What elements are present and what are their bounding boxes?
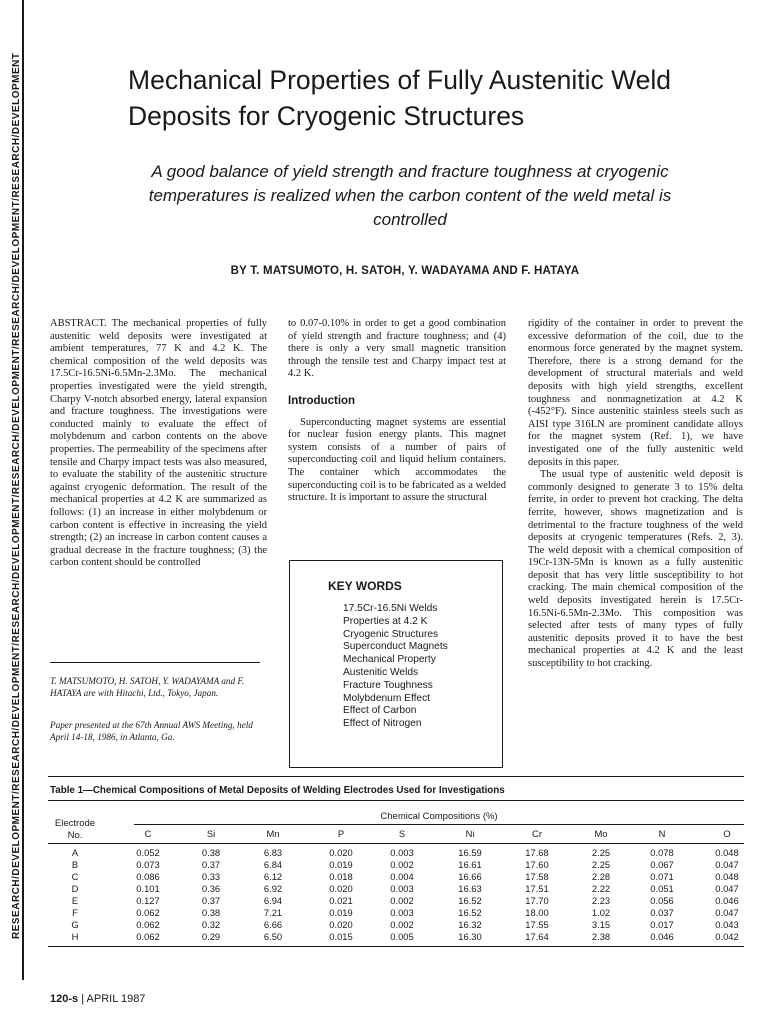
keyword-item: Molybdenum Effect <box>343 692 431 704</box>
table-cell: 6.83 <box>263 847 283 858</box>
section-heading-introduction: Introduction <box>288 394 356 407</box>
table-cell: 0.29 <box>201 931 221 942</box>
table-cell: 6.94 <box>263 895 283 906</box>
table-cell: 16.32 <box>458 919 482 930</box>
table-cell: 1.02 <box>591 907 611 918</box>
issue-date: APRIL 1987 <box>86 993 146 1005</box>
table-row <box>0 847 770 859</box>
article-title: Mechanical Properties of Fully Austenitic Weld Deposits for Cryogenic Structures <box>128 65 672 131</box>
table-cell: 0.047 <box>715 883 739 894</box>
table-cell: 0.32 <box>201 919 221 930</box>
column-header: O <box>723 828 731 839</box>
table-cell: 0.38 <box>201 847 221 858</box>
table-cell: 0.38 <box>201 907 221 918</box>
table-cell: 0.062 <box>136 907 160 918</box>
author-byline: BY T. MATSUMOTO, H. SATOH, Y. WADAYAMA AND F. HATAYA <box>230 265 580 277</box>
table-row <box>0 907 770 919</box>
column-header: P <box>337 828 345 839</box>
table-cell: 2.25 <box>591 847 611 858</box>
table-cell: 0.073 <box>136 859 160 870</box>
table-cell: 0.047 <box>715 859 739 870</box>
table-cell: 0.086 <box>136 871 160 882</box>
keyword-item: Mechanical Property <box>343 654 436 666</box>
table-cell: 0.047 <box>715 907 739 918</box>
table-cell: E <box>71 895 79 906</box>
table-cell: 0.046 <box>715 895 739 906</box>
table-cell: 0.067 <box>650 859 674 870</box>
table-cell: 2.28 <box>591 871 611 882</box>
page-footer: 120-s | APRIL 1987 <box>50 993 146 1005</box>
table-cell: 6.50 <box>263 931 283 942</box>
table-cell: 0.046 <box>650 931 674 942</box>
table-cell: 18.00 <box>525 907 549 918</box>
table-cell: 0.002 <box>390 919 414 930</box>
column-left <box>50 318 267 570</box>
table-top-rule <box>48 776 744 777</box>
table-cell: B <box>71 859 79 870</box>
author-affiliation-footnote: T. MATSUMOTO, H. SATOH, Y. WADAYAMA and F. HATAYA are with Hitachi, Ltd., Tokyo, Japan. <box>50 676 245 698</box>
table-cell: 0.017 <box>650 919 674 930</box>
intro-paragraph-1-continued: rigidity of the container in order to prevent the excessive deformation of the coil, due to the enormous force generated by the magnet system. Therefore, there is a strong demand for the development of structural materials and weld deposits with high yield strengths, excellent toughness and nonmagnetization at 4.2 K (-452°F). Since austenitic stainless steels such as AISI type 316LN are prominent candidate alloys for the magnet system (Ref. 1), we have investigated one of the fully austenitic weld deposits in this paper. <box>528 318 743 468</box>
table-cell: 6.92 <box>263 883 283 894</box>
table-rows-rule <box>48 843 744 844</box>
table-cell: F <box>72 907 78 918</box>
table-cell: 0.005 <box>390 931 414 942</box>
table-cell: 0.062 <box>136 931 160 942</box>
column-header: N <box>658 828 666 839</box>
table-cell: 0.020 <box>329 847 353 858</box>
table-cell: 0.021 <box>329 895 353 906</box>
table-cell: 0.003 <box>390 883 414 894</box>
table-cell: D <box>71 883 79 894</box>
table-cell: 0.37 <box>201 895 221 906</box>
table-cell: 0.003 <box>390 907 414 918</box>
footnote-divider <box>50 662 260 663</box>
table-row <box>0 883 770 895</box>
table-cell: 0.002 <box>390 859 414 870</box>
keyword-item: Effect of Carbon <box>343 705 417 717</box>
table-row <box>0 895 770 907</box>
table-cell: 0.043 <box>715 919 739 930</box>
intro-paragraph-2: The usual type of austenitic weld deposit is commonly designed to generate 3 to 15% delta ferrite, in order to prevent hot cracking. The delta ferrite, however, shows magnetization and is detrimental to the fracture toughness of the weld deposits at cryogenic temperatures (Refs. 2, 3). The weld deposit with a chemical composition of 19Cr-13N-5Mn is known as a fully austenitic deposit that has very little susceptibility to hot cracking. The main chemical composition of the weld deposits investigated herein is 17.5Cr-16.5Ni-6.5Mn-2.3Mo. This composition was selected after tests of many types of fully austenitic deposits proved it to have the best mechanical properties at 4.2 K and the least susceptibility to hot cracking. <box>528 469 743 670</box>
table-cell: 0.056 <box>650 895 674 906</box>
keywords-title: KEY WORDS <box>328 579 402 593</box>
table-cell: 7.21 <box>263 907 283 918</box>
table-cell: 0.062 <box>136 919 160 930</box>
table-cell: 16.61 <box>458 859 482 870</box>
table-cell: 16.52 <box>458 907 482 918</box>
sidebar-section-label: RESEARCH/DEVELOPMENT/RESEARCH/DEVELOPMENT/RESEARCH/DEVELOPMENT/RESEARCH/DEVELOPMENT/RESEARCH/DEVELOPMENT/RESEARCH/DEVELOPMENT <box>11 52 22 939</box>
table-cell: 17.64 <box>525 931 549 942</box>
presentation-footnote: Paper presented at the 67th Annual AWS Meeting, held April 14-18, 1986, in Atlanta, Ga. <box>50 720 253 742</box>
table-cell: 2.25 <box>591 859 611 870</box>
table-cell: 0.052 <box>136 847 160 858</box>
keyword-item: 17.5Cr-16.5Ni Welds <box>343 603 438 614</box>
table-cell: 0.078 <box>650 847 674 858</box>
table-cell: 0.019 <box>329 907 353 918</box>
table-cell: 0.101 <box>136 883 160 894</box>
keywords-list <box>343 603 448 731</box>
column-header: C <box>144 828 152 839</box>
table-cell: 17.70 <box>525 895 549 906</box>
column-header: Mo <box>594 828 608 839</box>
table-row <box>0 919 770 931</box>
article-subtitle: A good balance of yield strength and fracture toughness at cryogenic temperatures is realized when the carbon content of the weld metal is controlled <box>148 162 672 229</box>
keyword-item: Fracture Toughness <box>343 679 433 691</box>
table-cell: 6.12 <box>263 871 283 882</box>
table-column-headers <box>0 828 770 842</box>
table-row <box>0 859 770 871</box>
table-cell: 6.66 <box>263 919 283 930</box>
table-cell: 2.38 <box>591 931 611 942</box>
table-cell: 0.002 <box>390 895 414 906</box>
electrode-header-line2: No. <box>67 830 83 841</box>
table-caption: Table 1—Chemical Compositions of Metal Deposits of Welding Electrodes Used for Investigations <box>50 785 505 796</box>
table-cell: 3.15 <box>591 919 611 930</box>
table-cell: 17.55 <box>525 919 549 930</box>
abstract-text: ABSTRACT. The mechanical properties of fully austenitic weld deposits were investigated at ambient temperatures, 77 K and 4.2 K. The chemical composition of the weld deposits was 17.5Cr-16.5Ni-6.5Mn-2.3Mo. The mechanical properties investigated were the yield strength, Charpy V-notch absorbed energy, lateral expansion and fracture toughness. The investigations were conducted mainly to evaluate the effect of molybdenum and carbon contents on the above properties. The permeability of the specimens after tensile and Charpy impact tests was also measured, to evaluate the stability of the austenitic structure against cryogenic deformation. The result of the mechanical properties at 4.2 K are summarized as follows: (1) an increase in either molybdenum or carbon content is effective in increasing the yield strength; (2) an increase in carbon content causes a gradual decrease in the fracture toughness; (3) the carbon content should be controlled <box>50 318 267 569</box>
table-cell: G <box>71 919 79 930</box>
table-cell: 0.020 <box>329 883 353 894</box>
table-cell: 0.37 <box>201 859 221 870</box>
table-cell: 0.004 <box>390 871 414 882</box>
intro-paragraph-1: Superconducting magnet systems are essential for nuclear fusion energy plants. This magnet system consists of a number of pairs of superconducting coil and liquid helium containers. The container which accommodates the superconducting coil is to be fabricated as a welded structure. It is important to assure the structural <box>288 416 506 504</box>
table-cell: 0.042 <box>715 931 739 942</box>
table-cell: 0.003 <box>390 847 414 858</box>
table-cell: 17.68 <box>525 847 549 858</box>
table-cell: H <box>71 931 79 942</box>
group-header-rule <box>134 824 744 825</box>
table-cell: 0.020 <box>329 919 353 930</box>
abstract-continued: to 0.07-0.10% in order to get a good combination of yield strength and fracture toughness; and (4) there is only a very small magnetic transition through the tensile test and Charpy impact test at 4.2 K. <box>288 318 506 380</box>
table-cell: 0.018 <box>329 871 353 882</box>
chemical-compositions-header: Chemical Compositions (%) <box>380 811 498 822</box>
column-header: Si <box>206 828 216 839</box>
table-cell: 16.30 <box>458 931 482 942</box>
table-cell: 16.59 <box>458 847 482 858</box>
page-number: 120-s <box>50 993 79 1005</box>
table-cell: 16.66 <box>458 871 482 882</box>
table-bottom-rule <box>48 946 744 947</box>
column-middle <box>288 318 506 505</box>
table-cell: 2.22 <box>591 883 611 894</box>
table-cell: 0.33 <box>201 871 221 882</box>
table-cell: 17.60 <box>525 859 549 870</box>
table-cell: 17.51 <box>525 883 549 894</box>
table-cell: 0.127 <box>136 895 160 906</box>
column-header: Ni <box>465 828 475 839</box>
table-cell: 0.037 <box>650 907 674 918</box>
keyword-item: Effect of Nitrogen <box>343 718 422 730</box>
table-cell: 0.048 <box>715 847 739 858</box>
table-cell: C <box>71 871 79 882</box>
table-cell: A <box>71 847 79 858</box>
table-cell: 2.23 <box>591 895 611 906</box>
table-row <box>0 871 770 883</box>
table-cell: 16.52 <box>458 895 482 906</box>
table-row <box>0 931 770 943</box>
table-cell: 0.071 <box>650 871 674 882</box>
column-header: S <box>398 828 406 839</box>
column-header: Cr <box>532 828 542 839</box>
keyword-item: Cryogenic Structures <box>343 628 439 640</box>
table-cell: 6.84 <box>263 859 283 870</box>
table-cell: 16.63 <box>458 883 482 894</box>
table-header-rule <box>48 800 744 801</box>
keyword-item: Properties at 4.2 K <box>343 615 428 627</box>
table-cell: 0.051 <box>650 883 674 894</box>
table-cell: 0.048 <box>715 871 739 882</box>
table-cell: 0.015 <box>329 931 353 942</box>
table-cell: 0.019 <box>329 859 353 870</box>
electrode-header-line1: Electrode <box>54 818 96 829</box>
column-right <box>528 318 743 671</box>
keywords-box <box>289 560 503 768</box>
keyword-item: Austenitic Welds <box>343 666 419 678</box>
table-cell: 0.36 <box>201 883 221 894</box>
keyword-item: Superconduct Magnets <box>343 641 448 653</box>
table-cell: 17.58 <box>525 871 549 882</box>
column-header: Mn <box>266 828 280 839</box>
